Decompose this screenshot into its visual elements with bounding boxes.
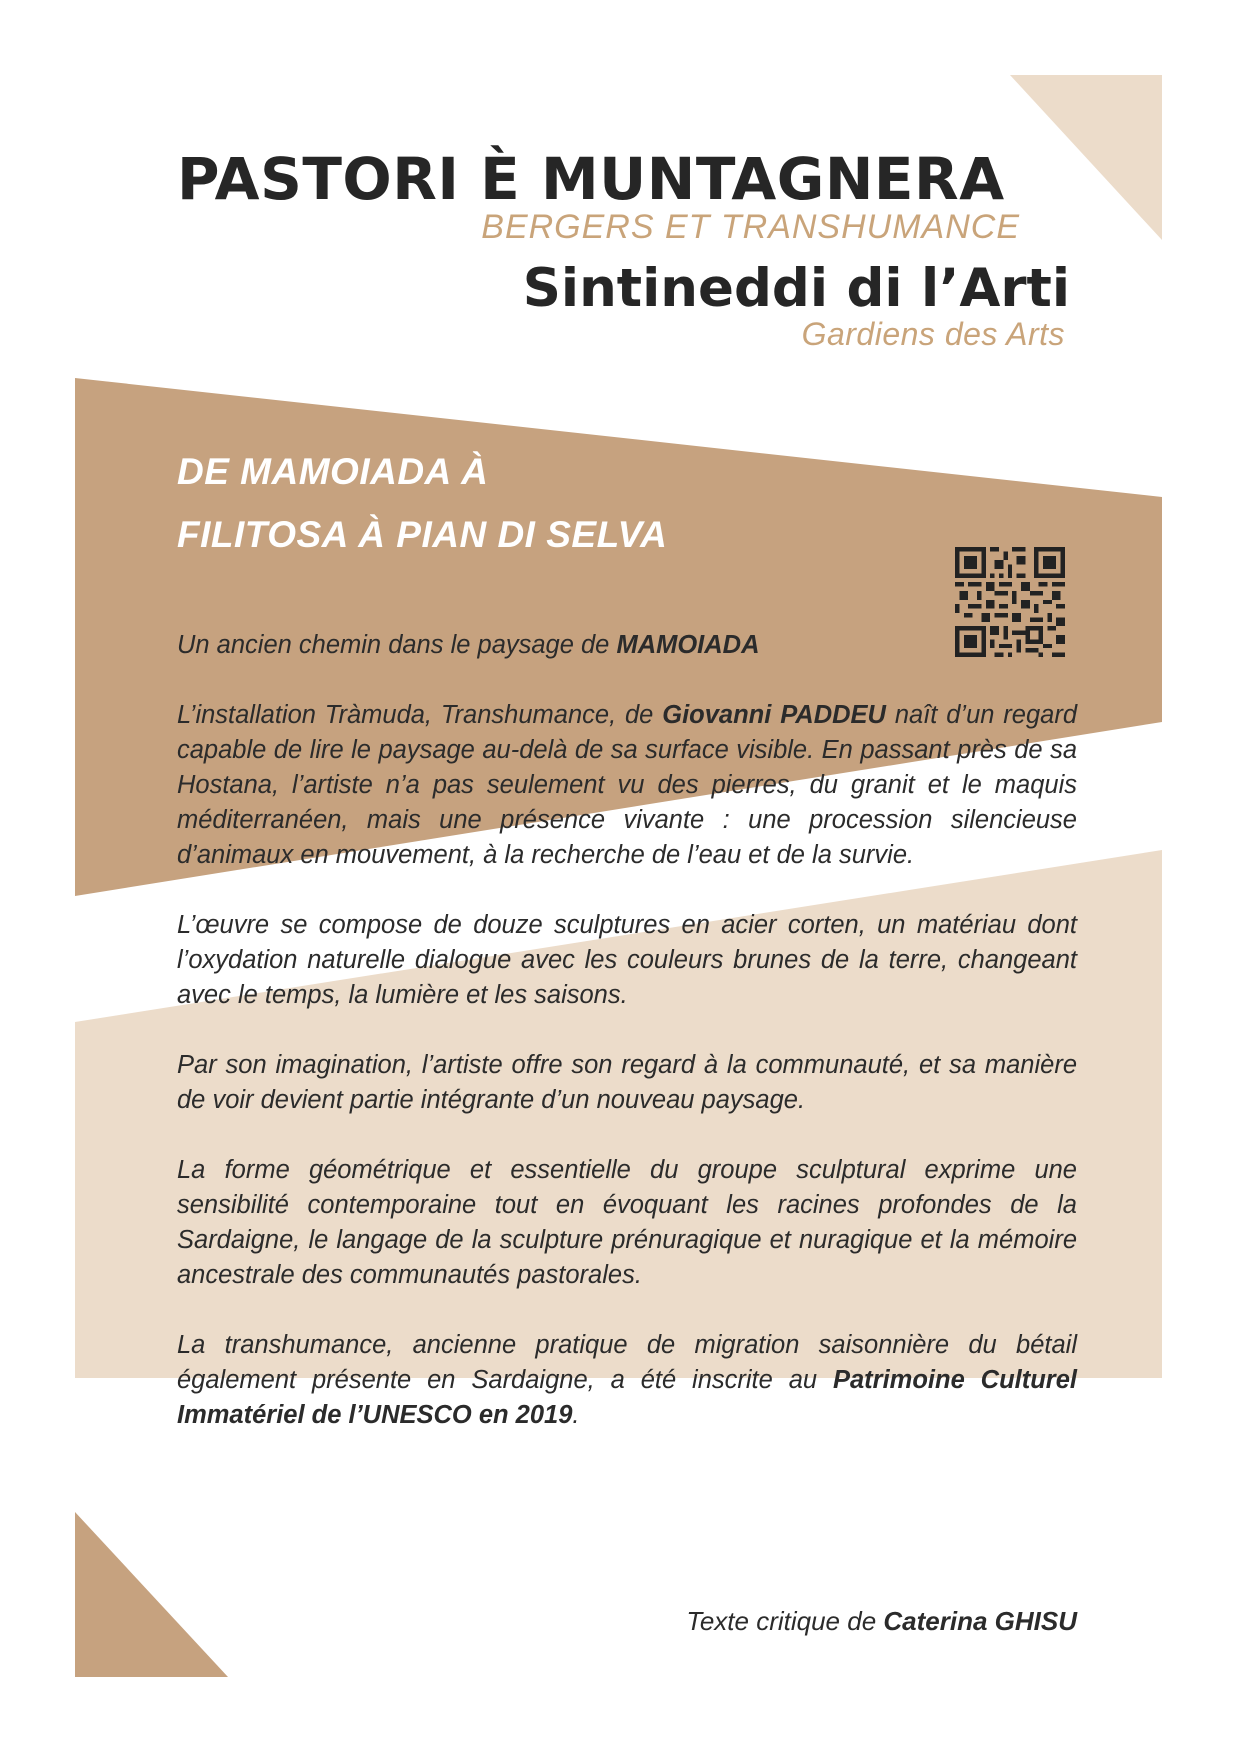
credit-text: Texte critique de	[686, 1606, 884, 1636]
paragraph-2-text-a: L’installation Tràmuda, Transhumance, de	[177, 701, 663, 729]
paragraph-3: L’œuvre se compose de douze sculptures en acier corten, un matériau dont l’oxydation naturelle dialogue avec les couleurs brunes de la terre, changeant avec le temps, la lumière et les saisons.	[177, 911, 1077, 1009]
paragraph-6	[177, 1328, 1077, 1433]
subtitle: Sintineddi di l’Arti	[522, 258, 1070, 319]
section-heading-line-1: DE MAMOIADA À	[177, 451, 489, 492]
paragraph-2-text-b: naît d’un regard capable de lire le paysage au-delà de sa surface visible. En passant près de sa Hostana, l’artiste n’a pas seulement vu des pierres, du granit et le maquis méditerranéen, mais une présence vivante : une procession silencieuse d’animaux en mouvement, à la recherche de l’eau et de la survie.	[177, 701, 1078, 869]
section-heading-line-2: FILITOSA À PIAN DI SELVA	[177, 514, 668, 555]
main-title: PASTORI È MUNTAGNERA	[177, 145, 1005, 213]
unesco-mention: Patrimoine Culturel Immatériel de l’UNESCO en 2019	[177, 1366, 1078, 1429]
main-title-translation: BERGERS ET TRANSHUMANCE	[481, 208, 1020, 246]
critic-name: Caterina GHISU	[883, 1606, 1077, 1636]
paragraph-5: La forme géométrique et essentielle du groupe sculptural exprime une sensibilité contemporaine tout en évoquant les racines profondes de la Sardaigne, le langage de la sculpture prénuragique et nuragique et la mémoire ancestrale des communautés pastorales.	[177, 1156, 1077, 1289]
paragraph-4: Par son imagination, l’artiste offre son regard à la communauté, et sa manière de voir devient partie intégrante d’un nouveau paysage.	[177, 1051, 1077, 1114]
paragraph-1-bold: MAMOIADA	[616, 631, 760, 659]
paragraph-2	[177, 698, 1077, 873]
top-right-triangle	[1010, 75, 1162, 240]
bottom-left-triangle	[75, 1512, 228, 1677]
subtitle-translation: Gardiens des Arts	[801, 316, 1065, 352]
artist-name: Giovanni PADDEU	[662, 701, 886, 729]
credit	[686, 1606, 1077, 1637]
paragraph-6-text-b: .	[572, 1401, 580, 1429]
paragraph-6-text-a: La transhumance, ancienne pratique de migration saisonnière du bétail également présente en Sardaigne, a été inscrite au	[177, 1331, 1077, 1394]
section-heading	[177, 440, 667, 566]
paragraph-1-text: Un ancien chemin dans le paysage de	[177, 631, 617, 659]
body-text	[177, 628, 1077, 1468]
paragraph-1	[177, 628, 1077, 663]
